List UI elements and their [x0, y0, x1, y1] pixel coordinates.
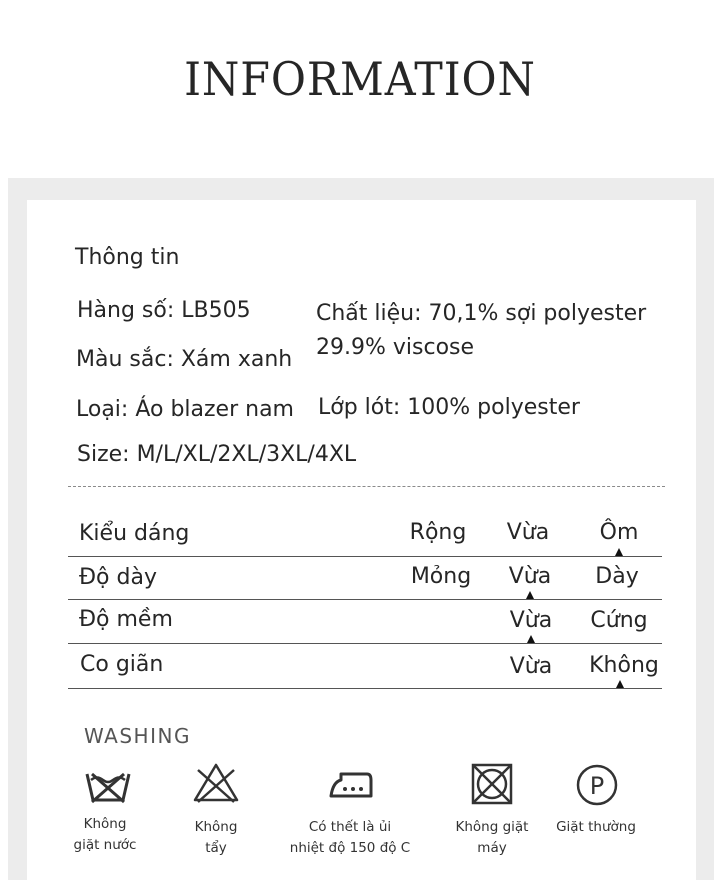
size-info: Size: M/L/XL/2XL/3XL/4XL [77, 442, 357, 467]
washing-caption: Không giặt nước [73, 816, 137, 853]
attr-stretch-option-3: Không [589, 653, 659, 678]
attr-row-divider [68, 599, 662, 600]
washing-caption: Giặt thường [556, 819, 636, 835]
no-bleach-icon [192, 762, 240, 804]
attr-softness-selected-marker [527, 635, 535, 643]
attr-stretch-selected-marker [616, 680, 624, 688]
attr-label-stretch: Co giãn [80, 652, 164, 677]
attr-style-option-3: Ôm [599, 520, 639, 545]
material-info-line2: 29.9% viscose [316, 335, 475, 360]
no-water-wash-icon [84, 766, 132, 806]
attr-label-thickness: Độ dày [79, 565, 157, 590]
attr-row-divider [68, 688, 662, 689]
type-info: Loại: Áo blazer nam [76, 397, 294, 422]
material-info-line1: Chất liệu: 70,1% sợi polyester [316, 301, 647, 326]
color-info: Màu sắc: Xám xanh [76, 347, 293, 372]
washing-title: WASHING [84, 724, 191, 748]
normal-dry-clean-icon [575, 763, 619, 807]
attr-stretch-option-2: Vừa [509, 654, 553, 679]
attr-softness-option-2: Vừa [509, 608, 553, 633]
attr-label-softness: Độ mềm [79, 607, 173, 632]
attr-row-divider [68, 556, 662, 557]
iron-150c-icon [327, 768, 375, 800]
page-title: INFORMATION [184, 52, 536, 106]
attr-thickness-option-1: Mỏng [410, 564, 472, 589]
attr-thickness-option-2: Vừa [508, 564, 552, 589]
attr-style-option-2: Vừa [506, 520, 550, 545]
attr-softness-option-3: Cứng [590, 608, 648, 633]
info-heading: Thông tin [75, 245, 180, 270]
attr-style-option-1: Rộng [409, 520, 467, 545]
washing-caption: Không tẩy [194, 819, 238, 856]
washing-caption: Có thết là ủi nhiệt độ 150 độ C [289, 819, 411, 856]
washing-caption: Không giặt máy [455, 819, 529, 856]
svg-text:P: P [589, 772, 605, 800]
attr-style-selected-marker [615, 548, 623, 556]
attr-label-style: Kiểu dáng [79, 521, 190, 546]
attr-thickness-option-3: Dày [595, 564, 639, 589]
dashed-divider [68, 486, 665, 487]
attr-row-divider [68, 643, 662, 644]
item-code: Hàng số: LB505 [77, 298, 251, 323]
no-machine-wash-icon [471, 763, 513, 805]
lining-info: Lớp lót: 100% polyester [318, 395, 580, 420]
attr-thickness-selected-marker [526, 591, 534, 599]
